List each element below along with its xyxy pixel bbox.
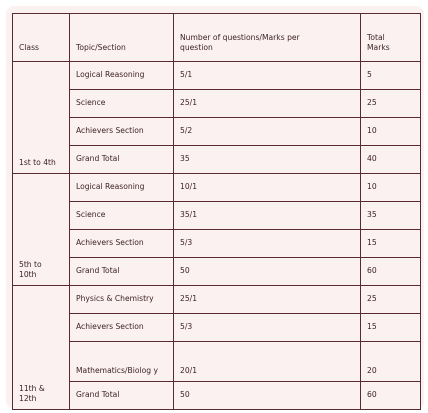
total-cell: 20 bbox=[361, 342, 421, 382]
topic-cell: Logical Reasoning bbox=[70, 174, 174, 202]
questions-cell: 35/1 bbox=[174, 202, 361, 230]
table-row bbox=[13, 146, 421, 174]
questions-cell: 10/1 bbox=[174, 174, 361, 202]
questions-cell: 50 bbox=[174, 382, 361, 410]
topic-cell: Logical Reasoning bbox=[70, 62, 174, 90]
questions-cell: 20/1 bbox=[174, 342, 361, 382]
total-cell: 25 bbox=[361, 286, 421, 314]
total-cell: 15 bbox=[361, 230, 421, 258]
header-class: Class bbox=[13, 14, 70, 62]
questions-cell: 5/1 bbox=[174, 62, 361, 90]
questions-cell: 50 bbox=[174, 258, 361, 286]
class-cell: 11th & 12th bbox=[13, 286, 70, 410]
questions-cell: 5/3 bbox=[174, 230, 361, 258]
table-row bbox=[13, 174, 421, 202]
questions-cell: 5/2 bbox=[174, 118, 361, 146]
header-total: Total Marks bbox=[361, 14, 421, 62]
class-cell: 1st to 4th bbox=[13, 62, 70, 174]
class-cell: 5th to 10th bbox=[13, 174, 70, 286]
header-questions: Number of questions/Marks per question bbox=[174, 14, 361, 62]
total-cell: 40 bbox=[361, 146, 421, 174]
total-cell: 60 bbox=[361, 382, 421, 410]
header-row bbox=[13, 14, 421, 62]
topic-cell: Science bbox=[70, 202, 174, 230]
topic-cell: Physics & Chemistry bbox=[70, 286, 174, 314]
table-row bbox=[13, 258, 421, 286]
topic-cell: Mathematics/Biolog y bbox=[70, 342, 174, 382]
topic-cell: Achievers Section bbox=[70, 118, 174, 146]
table-row bbox=[13, 382, 421, 410]
topic-cell: Grand Total bbox=[70, 258, 174, 286]
total-cell: 10 bbox=[361, 118, 421, 146]
questions-cell: 25/1 bbox=[174, 90, 361, 118]
table-row bbox=[13, 286, 421, 314]
total-cell: 35 bbox=[361, 202, 421, 230]
table-row bbox=[13, 230, 421, 258]
total-cell: 5 bbox=[361, 62, 421, 90]
topic-cell: Achievers Section bbox=[70, 314, 174, 342]
total-cell: 60 bbox=[361, 258, 421, 286]
total-cell: 10 bbox=[361, 174, 421, 202]
header-topic: Topic/Section bbox=[70, 14, 174, 62]
questions-cell: 5/3 bbox=[174, 314, 361, 342]
topic-cell: Achievers Section bbox=[70, 230, 174, 258]
table-card bbox=[6, 6, 424, 409]
table-row bbox=[13, 62, 421, 90]
total-cell: 25 bbox=[361, 90, 421, 118]
topic-cell: Science bbox=[70, 90, 174, 118]
total-cell: 15 bbox=[361, 314, 421, 342]
table-row bbox=[13, 314, 421, 342]
questions-cell: 35 bbox=[174, 146, 361, 174]
table-row bbox=[13, 90, 421, 118]
marks-table bbox=[12, 13, 421, 410]
table-row bbox=[13, 202, 421, 230]
topic-cell: Grand Total bbox=[70, 146, 174, 174]
topic-cell: Grand Total bbox=[70, 382, 174, 410]
table-row bbox=[13, 118, 421, 146]
questions-cell: 25/1 bbox=[174, 286, 361, 314]
table-row bbox=[13, 342, 421, 382]
